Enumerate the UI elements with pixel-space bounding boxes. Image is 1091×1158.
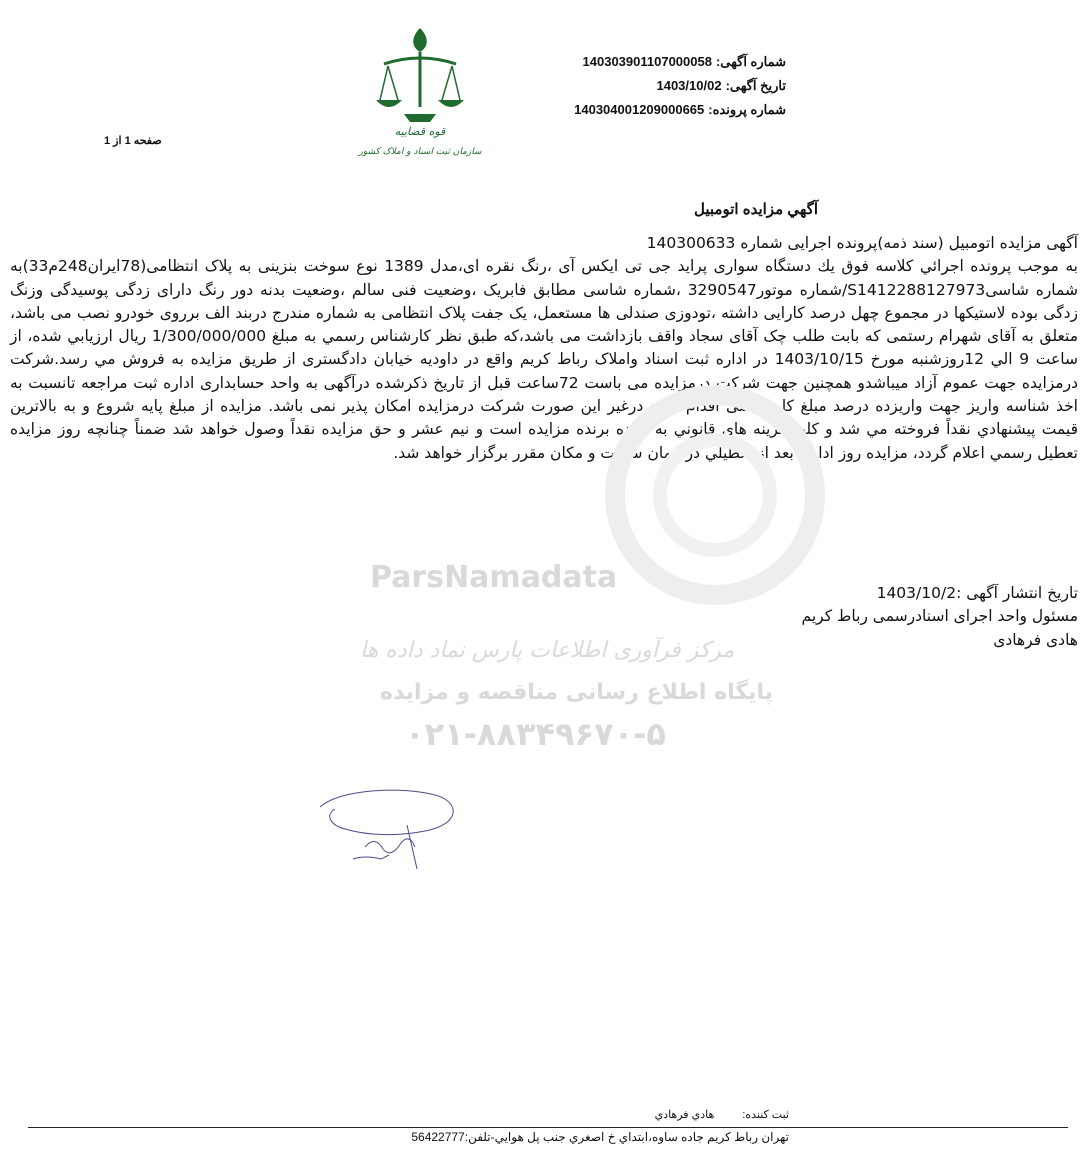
notice-meta: [570, 50, 786, 122]
case-number: 140304001209000665: [574, 102, 705, 117]
registrar-label: ثبت کننده:: [742, 1109, 789, 1121]
page-title: آگهي مزايده اتومبيل: [694, 201, 818, 218]
judiciary-emblem-logo: [350, 22, 490, 162]
notice-number-row: [570, 50, 786, 74]
emblem-caption-judiciary: قوه قضاییه: [394, 125, 446, 138]
page-indicator: صفحه 1 از 1: [104, 135, 162, 147]
publish-date: تاریخ انتشار آگهی :1403/10/2: [876, 584, 1078, 602]
case-number-label: شماره پرونده:: [708, 102, 786, 117]
watermark-phone: ۰۲۱-۸۸۳۴۹۶۷۰-۵: [405, 715, 666, 753]
notice-body: آگهی مزایده اتومبیل (سند ذمه)پرونده اجرایی شماره 140300633 به موجب پرونده اجرائي كلاسه فوق يك دستگاه سواری پراید جی تی ایکس آی ،رنگ نقره ای،مدل 1389 نوع سوخت بنزینی به پلاک انتظامی(78ایران248م33)به شماره شاسیS1412288127973/شماره موتور3290547 ،شماره شاسی مطابق فابریک ،وضعیت فنی سالم ،وضعیت بدنه دور رنگ دارای زدگی پوسیدگی وزنگ زدگی بوده لاستیکها در مجموع چهل درصد کارایی داشته ،تودوزی صندلی ها مستعمل، یک جفت پلاک انتظامی به شماره مندرج دربند الف برروی خودرو نصب می باشد، متعلق به آقای شهرام رستمی که بابت طلب چک آقای سجاد واقف بازداشت می باشد،كه طبق نظر کارشناس رسمي به مبلغ 1/300/000/000 ريال ارزيابي شده، از ساعت 9 الي 12روزشنبه مورخ 1403/10/15 در اداره ثبت اسناد واملاک رباط کریم واقع در داودیه خیابان دادگستری از طريق مزايده به فروش مي رسد.شركت درمزايده جهت عموم آزاد ميباشدو همچنين جهت شرکت درمزایده می باست 72ساعت قبل از تاریخ ذکرشده درآگهی به واحد حسابداری اداره ثبت مراجعه تانسبت به اخذ شناسه واریز جهت واریزده درصد مبلغ کارشناسی اقدام گردد درغیر این صورت شرکت درمزایده امکان پذیر نمی باشد. مزايده از مبلغ پايه شروع و به بالاترين قيمت پيشنهادي نقداً فروخته مي شد و كليه هزينه هاي قانوني به عهده برنده مزايده است و نيم عشر و حق مزايده نقداً وصول خواهد شد ضمناً چنانچه روز مزايده تعطيل رسمي اعلام گردد، مزايده روز اداري بعد از تعطيلي در همان ساعت و مكان مقرر برگزار خواهد شد.: [10, 234, 1078, 462]
watermark-brand: ParsNamadata: [370, 560, 618, 595]
official-name: هادی فرهادی: [993, 630, 1078, 649]
registrar-name: هادي فرهادي: [654, 1109, 715, 1121]
watermark: [320, 560, 880, 760]
watermark-line-1: مرکز فرآوری اطلاعات پارس نماد داده ها: [360, 638, 735, 663]
emblem-caption-registry: سازمان ثبت اسناد و املاک کشور: [358, 147, 482, 157]
case-number-row: [570, 98, 786, 122]
notice-date-label: تاریخ آگهی:: [725, 78, 786, 93]
notice-date-row: [570, 74, 786, 98]
signoff-block: [802, 582, 1078, 652]
handwritten-signature: [305, 785, 475, 875]
notice-number-label: شماره آگهی:: [715, 54, 786, 69]
footer-divider: [28, 1127, 1068, 1128]
watermark-line-2: پایگاه اطلاع رسانی مناقصه و مزایده: [380, 680, 773, 705]
registrar-row: [627, 1108, 789, 1121]
notice-date: 1403/10/02: [656, 78, 722, 93]
office-address: تهران رباط كريم جاده ساوه،ابتداي خ اصغري جنب پل هوايي-تلفن:56422777: [411, 1130, 789, 1144]
official-title: مسئول واحد اجرای اسنادرسمی رباط کریم: [801, 607, 1078, 626]
notice-number: 14030390110700005​8: [582, 54, 712, 69]
